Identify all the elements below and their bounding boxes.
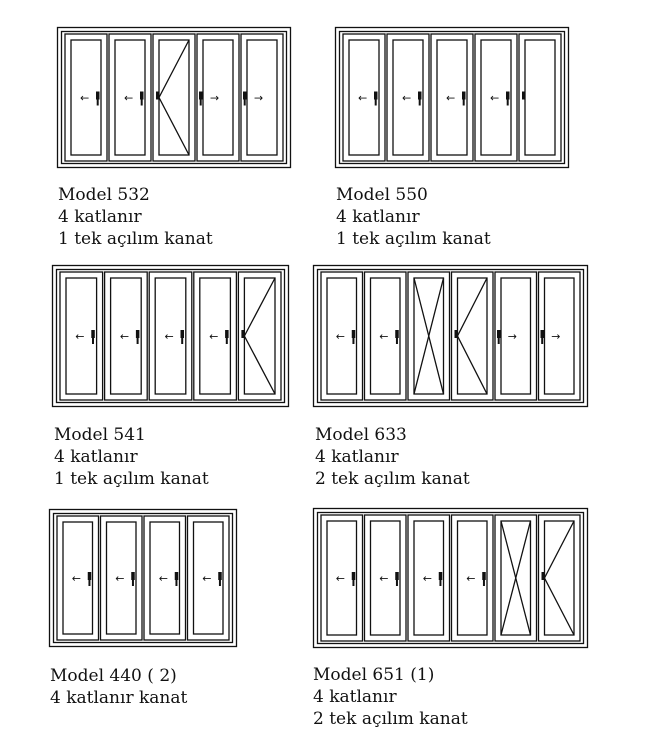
caption-model-440	[50, 665, 187, 709]
handle-icon	[352, 330, 356, 338]
door-diagram-model-532	[57, 27, 291, 168]
swing-open-indicator	[429, 278, 444, 394]
fold-count: 4 katlanır	[58, 207, 142, 227]
handle-icon	[96, 92, 100, 100]
door-panel	[365, 272, 407, 400]
arrow-right-icon: →	[210, 91, 220, 105]
swing-open-indicator	[501, 521, 516, 635]
handle-icon	[243, 92, 247, 100]
door-frame-drawing	[57, 27, 291, 168]
arrow-right-icon: →	[507, 330, 517, 343]
swing-open-indicator	[458, 278, 488, 394]
handle-lever-icon	[175, 580, 177, 586]
arrow-left-icon: ←	[402, 91, 412, 105]
opening-sash-count: 1 tek açılım kanat	[336, 229, 491, 249]
door-panel	[188, 516, 230, 640]
door-diagram-model-541	[52, 265, 289, 407]
door-frame-drawing	[52, 265, 289, 407]
handle-icon	[506, 92, 510, 100]
opening-sash-count: 1 tek açılım kanat	[54, 469, 209, 489]
handle-lever-icon	[226, 338, 228, 344]
handle-icon	[181, 330, 185, 338]
handle-icon	[395, 330, 399, 338]
door-panel	[241, 34, 283, 161]
handle-icon	[522, 92, 526, 100]
handle-icon	[91, 330, 95, 338]
door-panel	[539, 515, 581, 641]
opening-sash-count: 2 tek açılım kanat	[315, 469, 470, 489]
door-panel	[194, 272, 237, 400]
handle-lever-icon	[88, 580, 90, 586]
door-panel	[153, 34, 195, 161]
fold-count: 4 katlanır	[315, 447, 399, 467]
door-panel	[387, 34, 429, 161]
arrow-left-icon: ←	[446, 91, 456, 105]
handle-icon	[352, 572, 356, 580]
door-panel	[408, 515, 450, 641]
caption-model-633	[315, 424, 470, 490]
door-frame-drawing	[49, 509, 237, 647]
door-panel	[495, 272, 537, 400]
handle-lever-icon	[200, 100, 202, 106]
arrow-left-icon: ←	[164, 330, 174, 343]
arrow-left-icon: ←	[124, 91, 134, 105]
arrow-left-icon: ←	[209, 330, 219, 343]
caption-model-532	[58, 184, 213, 250]
arrow-left-icon: ←	[358, 91, 368, 105]
fold-count: 4 katlanır	[54, 447, 138, 467]
caption-model-651	[313, 664, 468, 730]
door-panel	[101, 516, 143, 640]
swing-open-indicator	[545, 521, 575, 635]
arrow-left-icon: ←	[75, 330, 85, 343]
door-panel	[495, 515, 537, 641]
handle-icon	[395, 572, 399, 580]
arrow-left-icon: ←	[335, 330, 345, 343]
arrow-left-icon: ←	[379, 572, 389, 585]
arrow-left-icon: ←	[202, 572, 212, 585]
handle-lever-icon	[92, 338, 94, 344]
handle-lever-icon	[463, 100, 465, 106]
handle-lever-icon	[219, 580, 221, 586]
handle-icon	[418, 92, 422, 100]
handle-icon	[374, 92, 378, 100]
handle-icon	[241, 330, 245, 338]
handle-lever-icon	[396, 580, 398, 586]
model-title: Model 541	[54, 425, 146, 445]
door-panel	[238, 272, 281, 400]
handle-icon	[175, 572, 179, 580]
door-panel	[539, 272, 581, 400]
opening-sash-count: 2 tek açılım kanat	[313, 709, 468, 729]
door-panel	[321, 515, 363, 641]
door-frame-drawing	[313, 265, 588, 407]
door-panel	[321, 272, 363, 400]
handle-icon	[136, 330, 140, 338]
handle-lever-icon	[375, 100, 377, 106]
door-panel	[408, 272, 450, 400]
handle-lever-icon	[483, 580, 485, 586]
door-panel	[197, 34, 239, 161]
handle-icon	[462, 92, 466, 100]
handle-lever-icon	[439, 580, 441, 586]
door-panel	[431, 34, 473, 161]
inner-frame	[62, 32, 287, 164]
door-panel	[57, 516, 99, 640]
door-panel	[149, 272, 192, 400]
door-diagram-model-633	[313, 265, 588, 407]
panel-glass	[545, 521, 575, 635]
handle-icon	[131, 572, 135, 580]
handle-icon	[439, 572, 443, 580]
door-panel	[105, 272, 148, 400]
handle-lever-icon	[396, 338, 398, 344]
panel-glass	[458, 278, 488, 394]
swing-open-indicator	[159, 40, 189, 155]
caption-model-541	[54, 424, 209, 490]
door-panel	[452, 272, 494, 400]
model-title: Model 550	[336, 185, 428, 205]
handle-icon	[88, 572, 92, 580]
door-panel	[343, 34, 385, 161]
handle-lever-icon	[181, 338, 183, 344]
model-title: Model 651 (1)	[313, 665, 435, 685]
model-title: Model 440 ( 2)	[50, 666, 177, 686]
door-panel	[519, 34, 561, 161]
door-panel	[109, 34, 151, 161]
panel-glass	[159, 40, 189, 155]
handle-lever-icon	[507, 100, 509, 106]
handle-lever-icon	[141, 100, 143, 106]
arrow-left-icon: ←	[71, 572, 81, 585]
handle-icon	[542, 572, 546, 580]
panel-glass	[244, 278, 275, 394]
arrow-right-icon: →	[254, 91, 264, 105]
door-frame-drawing	[313, 508, 588, 648]
fold-count: 4 katlanır	[313, 687, 397, 707]
door-panel	[144, 516, 186, 640]
arrow-left-icon: ←	[379, 330, 389, 343]
arrow-left-icon: ←	[115, 572, 125, 585]
handle-icon	[455, 330, 459, 338]
door-panel	[65, 34, 107, 161]
caption-model-550	[336, 184, 491, 250]
arrow-left-icon: ←	[422, 572, 432, 585]
arrow-left-icon: ←	[490, 91, 500, 105]
fold-count: 4 katlanır kanat	[50, 688, 188, 708]
handle-icon	[156, 92, 160, 100]
door-frame-drawing	[335, 27, 569, 168]
handle-lever-icon	[352, 580, 354, 586]
arrow-right-icon: →	[551, 330, 561, 343]
arrow-left-icon: ←	[119, 330, 130, 343]
door-diagram-model-651	[313, 508, 588, 648]
handle-icon	[140, 92, 144, 100]
model-title: Model 532	[58, 185, 150, 205]
arrow-left-icon: ←	[466, 572, 476, 585]
handle-icon	[541, 330, 545, 338]
handle-lever-icon	[419, 100, 421, 106]
handle-lever-icon	[137, 338, 139, 344]
door-panel	[475, 34, 517, 161]
arrow-left-icon: ←	[335, 572, 345, 585]
model-title: Model 633	[315, 425, 407, 445]
panel-glass	[525, 40, 555, 155]
door-diagram-model-440	[49, 509, 237, 647]
swing-open-indicator	[244, 278, 275, 394]
handle-icon	[482, 572, 486, 580]
handle-icon	[497, 330, 501, 338]
door-panel	[365, 515, 407, 641]
handle-lever-icon	[498, 338, 500, 344]
door-panel	[60, 272, 103, 400]
handle-icon	[225, 330, 229, 338]
opening-sash-count: 1 tek açılım kanat	[58, 229, 213, 249]
swing-open-indicator	[414, 278, 429, 394]
arrow-left-icon: ←	[80, 91, 90, 105]
door-panel	[452, 515, 494, 641]
handle-icon	[199, 92, 203, 100]
handle-lever-icon	[244, 100, 246, 106]
swing-open-indicator	[516, 521, 531, 635]
handle-lever-icon	[97, 100, 99, 106]
arrow-left-icon: ←	[158, 572, 168, 585]
door-diagram-model-550	[335, 27, 569, 168]
handle-icon	[218, 572, 222, 580]
handle-lever-icon	[132, 580, 134, 586]
fold-count: 4 katlanır	[336, 207, 420, 227]
handle-lever-icon	[352, 338, 354, 344]
handle-lever-icon	[541, 338, 543, 344]
